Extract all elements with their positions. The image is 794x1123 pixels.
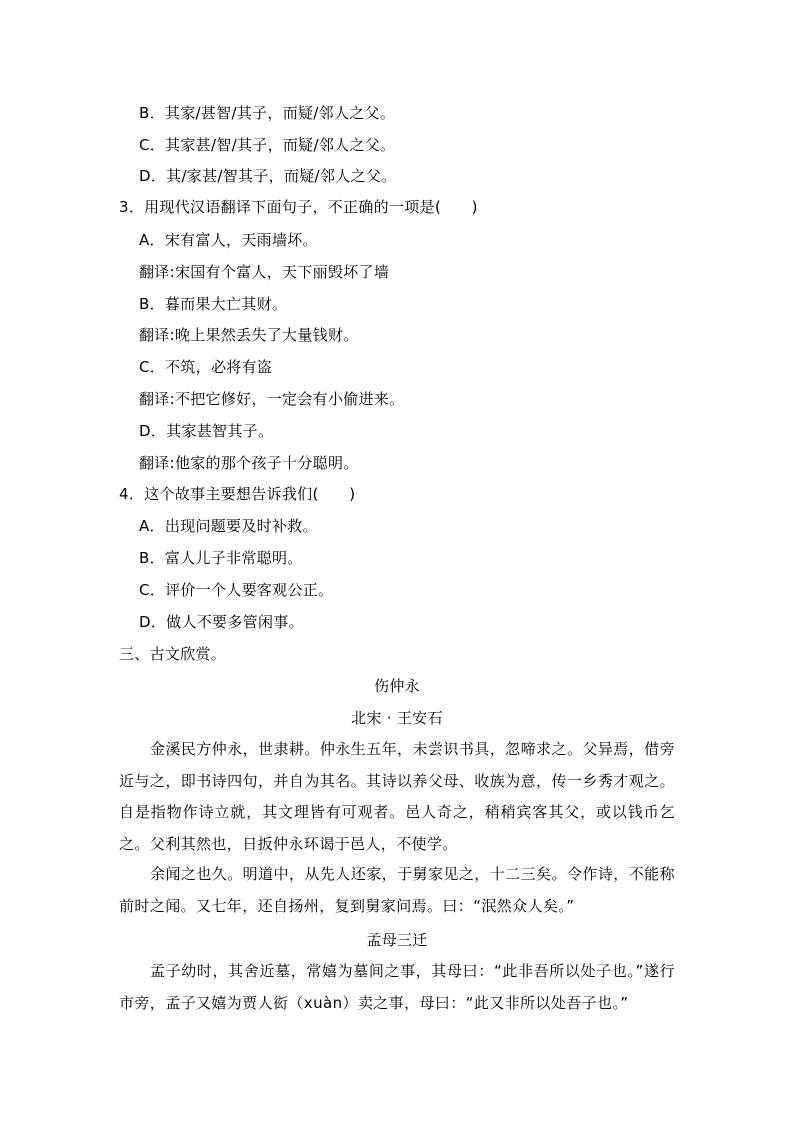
text1-author: 北宋 · 王安石 bbox=[351, 709, 443, 727]
q3-option-d-translation: 翻译:他家的那个孩子十分聪明。 bbox=[139, 454, 359, 472]
text1-paragraph-2: 余闻之也久。明道中，从先人还家，于舅家见之，十二三矣。令作诗，不能称前时之闻。又七年，还自扬州，复到舅家问焉。曰：“泯然众人矣。” bbox=[119, 865, 675, 915]
text2-paragraph-1: 孟子幼时，其舍近墓，常嬉为墓间之事，其母曰：“此非吾所以处子也。”遂行市旁，孟子又嬉为贾人衒（xuàn）卖之事，母曰：“此又非所以处吾子也。” bbox=[119, 962, 675, 1012]
q3-option-c: C．不筑，必将有盗 bbox=[139, 358, 273, 376]
q3-option-b: B．暮而果大亡其财。 bbox=[139, 295, 288, 313]
section3-heading: 三、古文欣赏。 bbox=[119, 645, 227, 663]
q2-option-b: B．其家/甚智/其子，而疑/邻人之父。 bbox=[139, 104, 396, 122]
q3-option-d: D．其家甚智其子。 bbox=[139, 422, 274, 440]
q3-option-c-translation: 翻译:不把它修好，一定会有小偷进来。 bbox=[139, 390, 405, 408]
q4-option-a: A．出现问题要及时补救。 bbox=[139, 517, 318, 535]
text1-paragraph-1: 金溪民方仲永，世隶耕。仲永生五年，未尝识书具，忽啼求之。父异焉，借旁近与之，即书诗四句，并自为其名。其诗以养父母、收族为意，传一乡秀才观之。自是指物作诗立就，其文理皆有可观者。邑人奇之，稍稍宾客其父，或以钱币乞之。父利其然也，日扳仲永环谒于邑人，不使学。 bbox=[119, 740, 675, 853]
q4-stem: 4．这个故事主要想告诉我们( ) bbox=[119, 485, 356, 503]
q4-option-c: C．评价一个人要客观公正。 bbox=[139, 581, 334, 599]
text1-title: 伤仲永 bbox=[374, 677, 420, 695]
q3-option-b-translation: 翻译:晚上果然丢失了大量钱财。 bbox=[139, 326, 359, 344]
q2-option-c: C．其家甚/智/其子，而疑/邻人之父。 bbox=[139, 136, 396, 154]
q4-option-d: D．做人不要多管闲事。 bbox=[139, 613, 304, 631]
q3-option-a-translation: 翻译:宋国有个富人，天下丽毁坏了墙 bbox=[139, 263, 390, 281]
q3-stem: 3．用现代汉语翻译下面句子，不正确的一项是( ) bbox=[119, 198, 478, 216]
q2-option-d: D．其/家甚/智其子，而疑/邻人之父。 bbox=[139, 167, 397, 185]
text2-title: 孟母三迁 bbox=[366, 931, 428, 949]
q4-option-b: B．富人儿子非常聪明。 bbox=[139, 549, 303, 567]
q3-option-a: A．宋有富人，天雨墙坏。 bbox=[139, 231, 318, 249]
